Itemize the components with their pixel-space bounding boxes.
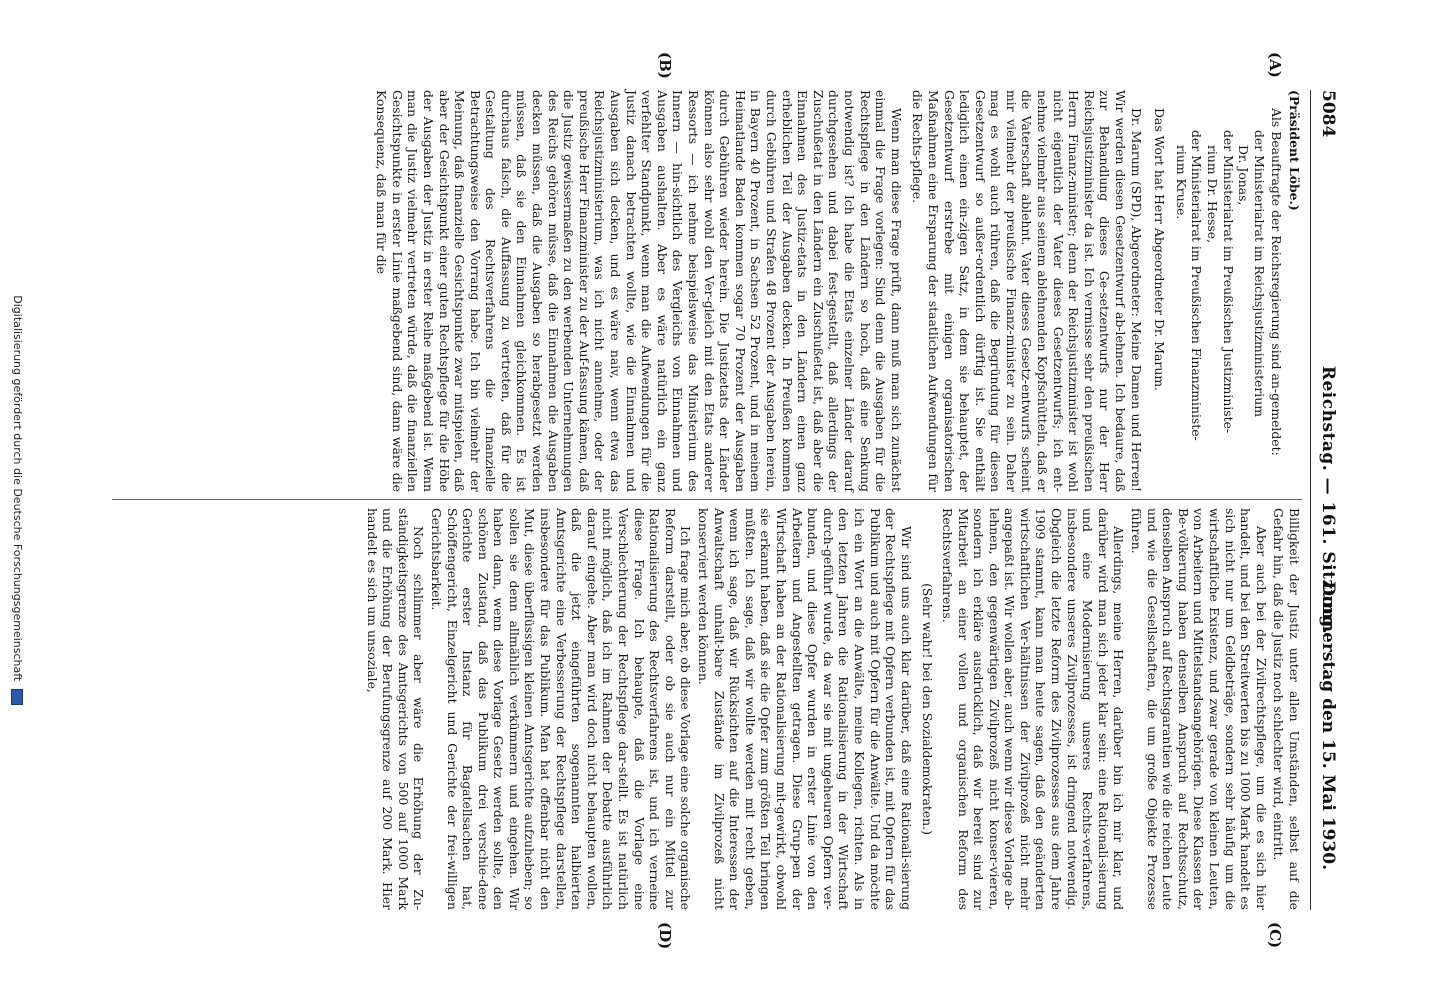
list-item: rium Dr. Hesse, — [1205, 145, 1221, 244]
paragraph: Aber auch bei der Zivilrechtspflege, um die es sich hier handelt, und bei den Streitwerten bis zu 1000 Mark handelt es sich nicht nur um Geldbeträge, sondern sehr häufig um die wirtschaftliche Existenz, und zwar gerade von kleinen Leuten, von Arbeitern und Mittelstandsangehörigen. Diese Klassen der Be-völkerung haben denselben Anspruch auf Rechtsschutz, denselben Anspruch auf Rechtsgarantien wie die reichen Leute und wie die Gesellschaften, die um große Objekte Prozesse führen. — [1129, 508, 1269, 910]
list-item: rium Kruse. — [1173, 145, 1189, 220]
paragraph: Ich frage mich aber, ob diese Vorlage eine solche organische Reform darstellt, oder ob sie auch nur ein Mittel zur Rationalisierung des Rechtsverfahrens ist, und ich verneine diese Frage. Ich behaupte, daß die Vorlage eine Verschlechterung der Rechtspflege dar-stellt. Es ist natürlich nicht möglich, daß ich im Rahmen der Debatte ausführlich darauf eingehe. Aber man wird doch nicht behaupten wollen, daß die jetzt eingeführten sogenannten halbierten Amtsgerichte eine Verbesserung der Rechtspflege darstellen, insbesondere für das Publikum. Man hat offenbar nicht den Mut, diese überflüssigen kleinen Amtsgerichte aufzuheben; so sollen sie denn allmählich verkümmern und eingehen. Wir haben dann, wenn diese Vorlage Gesetz werden sollte, den schönen Zustand, daß das Publikum drei verschie-dene Gerichte erster Instanz für Bagatellsachen hat, Schöffengericht, Einzelgericht und Gerichte der frei-willigen Gerichtsbarkeit. — [428, 508, 694, 910]
list-item: der Ministerialrat im Preußischen Finanzministe- — [1189, 130, 1205, 441]
dfg-logo-icon — [11, 689, 23, 705]
footer-text: Digitalisierung gefördert durch die Deutsche Forschungsgemeinschaft — [11, 295, 24, 682]
margin-mark-c: (C) — [1266, 922, 1284, 949]
page-title: Reichstag. — 161. Sitzung. — [1318, 365, 1338, 635]
paragraph: Das Wort hat Herr Abgeordneter Dr. Marum. — [1152, 108, 1168, 392]
speaker-tag: (Präsident Löbe.) — [1287, 90, 1302, 211]
session-date: Donnerstag den 15. Mai 1930. — [1318, 581, 1338, 870]
margin-mark-d: (D) — [656, 922, 674, 950]
interjection: (Sehr wahr! bei den Sozialdemokraten.) — [920, 583, 936, 835]
paragraph: Als Beauftragte der Reichsregierung sind an-gemeldet: — [1269, 108, 1285, 456]
paragraph: Noch schlimmer aber wäre die Erhöhung der Zu-ständigkeitsgrenze des Amtsgerichts von 500 auf 1000 Mark und die Erhöhung der Berufungsgrenze auf 200 Mark. Hier handelt es sich um unsoziale, — [364, 508, 427, 910]
margin-mark-b: (B) — [656, 52, 674, 79]
page-number: 5084 — [1318, 90, 1338, 138]
header-rule — [1310, 90, 1311, 910]
list-item: der Ministerialrat im Preußischen Justizministe- — [1220, 130, 1236, 434]
paragraph: Billigkeit der Justiz unter allen Umständen, selbst auf die Gefahr hin, daß die Justiz noch schlechter wird, eintritt. — [1271, 508, 1302, 910]
list-item: der Ministerialrat im Reichsjustizministerium — [1251, 130, 1267, 417]
paragraph: Allerdings, meine Herren, darüber bin ich mir klar, und darüber wird man sich jeder klar sein: eine Rationali-sierung und eine Modernisierung unseres Rechts-verfahrens, insbesondere unseres Zivilprozesses, ist dringend notwendig. Obgleich die letzte Reform des Zivilprozesses aus dem Jahre 1909 stammt, kann man heute sagen, daß den geänderten wirtschaftlichen Ver-hältnissen der Zivilprozeß nicht mehr angepaßt ist. Wir wollen aber, auch wenn wir diese Vorlage ab-lehnen, den gegenwärtigen Zivilprozeß nicht konser-vieren, sondern ich erkläre ausdrücklich, daß wir bereit sind zur Mitarbeit an einer vollen und organischen Reform des Rechtsverfahrens. — [939, 508, 1127, 910]
column-divider — [112, 499, 1302, 500]
paragraph: Wir sind uns auch klar darüber, daß eine Rationali-sierung der Rechtspflege mit Opfern verbunden ist, mit Opfern für das Publikum und auch mit Opfern für die Anwälte. Und da möchte ich ein Wort an die Anwälte, meine Kollegen, richten. Als in den letzten Jahren die Rationalisierung in der Wirtschaft durch-geführt wurde, da war sie mit ungeheuren Opfern ver-bunden, und diese Opfer wurden in erster Linie von den Arbeitern und Angestellten getragen. Diese Grup-pen der Wirtschaft haben an der Rationalisierung mit-gewirkt, obwohl sie erkannt haben, daß sie die Opfer zum größten Teil bringen müßten. Ich sage, daß wir wollte werden mit recht geben, wenn ich sage, daß wir Rücksichten auf die Interessen der Anwaltschaft unhalt-bare Zustände im Zivilprozeß nicht konserviert werden können. — [696, 508, 914, 910]
right-column — [362, 508, 1302, 910]
paragraph: Wenn man diese Frage prüft, dann muß man sich zunächst einmal die Frage vorlegen: Sind denn die Ausgaben für die Rechtspflege in den Ländern so hoch, daß eine Senkung notwendig ist? Ich habe die Etats einzelner Länder darauf durchgesehen und dabei fest-gestellt, daß allerdings der Zuschußetat in den Ländern ein Zuschußetat ist, daß aber die Einnahmen des Justiz-etats in den Ländern einen ganz erheblichen Teil der Ausgaben decken. In Preußen kommen durch Gebühren und Strafen 48 Prozent der Ausgaben herein, in Bayern 40 Prozent, in Sachsen 52 Prozent, und in meinem Heimatlande Baden kommen sogar 70 Prozent der Ausgaben durch Gebühren wieder herein. Die Justizetats der Länder können also sehr wohl den Ver-gleich mit den Etats anderer Ressorts — ich nehme beispielsweise das Ministerium des Innern — hin-sichtlich des Vergleichs von Einnahmen und Ausgaben aushalten. Aber es wäre natürlich ein ganz verfehlter Standpunkt, wenn man die Aufwendungen für die Justiz danach betrachten wollte, wie die Einnahmen und Ausgaben sich decken, und es wäre naiv, wenn etwa das Reichsjustizministerium, was ich nicht annehme, oder der preußische Herr Finanzminister zu der Auf-fassung kämen, daß die Justiz gewissermaßen zu den werbenden Unternehmungen des Reichs gehören müsse, daß die Einnahmen die Ausgaben decken müssen, daß die Ausgaben so herabgesetzt werden müssen, daß sie den Einnahmen gleichkommen. Es ist durchaus falsch, die Auffassung zu vertreten, daß für die Gestaltung des Rechtsverfahrens die finanzielle Betrachtungsweise den Vorrang habe. Ich bin vielmehr der Meinung, daß finanzielle Gesichtspunkte zwar mitspielen, daß aber der Gesichtspunkt einer guten Rechtspflege für die Höhe der Ausgaben der Justiz in erster Reihe maßgebend ist. Wenn man die Justiz vielmehr vertreten würde, daß die finanziellen Gesichtspunkte in erster Linie maßgebend sind, dann wäre die Konsequenz, daß man für die — [374, 90, 904, 492]
list-item: Dr. Jonas, — [1236, 145, 1252, 206]
page-header — [1308, 40, 1338, 960]
paragraph: Dr. Marum (SPD), Abgeordneter: Meine Damen und Herren! Wir werden diesen Gesetzentwurf ab-lehnen. Ich bedaure, daß zur Behandlung dieses Ge-setzentwurfs nur der Herr Reichsjustizminister da ist. Ich vermisse sehr den preußischen Herrn Finanz-minister; denn der Reichsjustizminister ist wohl nicht eigentlich der Vater dieses Gesetzentwurfs; ich ent-nehme vielmehr aus seinem ablehnenden Kopfschütteln, daß er die Vaterschaft ablehnt. Vater dieses Gesetz-entwurfs scheint mir vielmehr der preußische Finanz-minister zu sein. Daher mag es wohl auch rühren, daß die Begründung für diesen Gesetzentwurf so außer-ordentlich dürftig ist. Sie enthält lediglich einen ein-zigen Satz, in dem sie behauptet, der Gesetzentwurf erstrebe mit einigen organisatorischen Maßnahmen eine Ersparung der staatlichen Aufwendungen für die Rechts-pflege. — [910, 90, 1144, 492]
digitization-footer — [11, 0, 24, 1000]
margin-mark-a: (A) — [1266, 52, 1284, 78]
left-column — [372, 90, 1302, 492]
